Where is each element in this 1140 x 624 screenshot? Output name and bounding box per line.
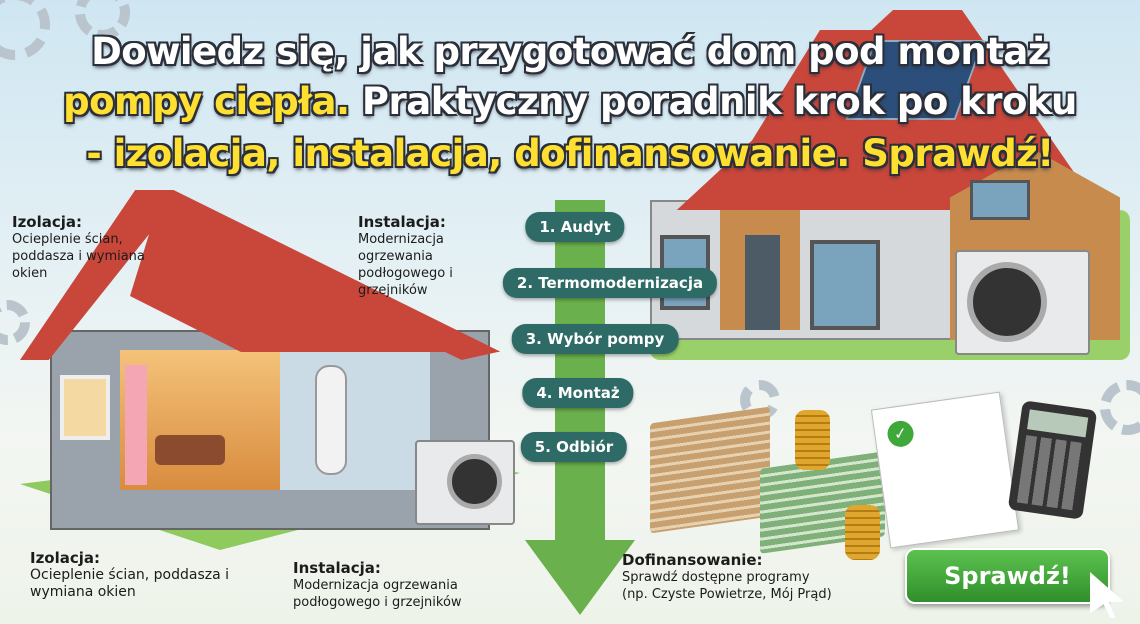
label-izolacja-bottom [30, 550, 270, 601]
heat-pump-unit-icon [415, 440, 515, 525]
label-heading: Instalacja: [358, 213, 446, 231]
label-instalacja-bottom [293, 560, 523, 611]
document-checklist-icon [871, 392, 1019, 549]
headline-line-2 [0, 80, 1140, 123]
label-instalacja-top [358, 214, 478, 299]
money-stack-illustration [650, 407, 770, 534]
step-wybor-pompy: 3. Wybór pompy [512, 324, 679, 354]
label-izolacja-top [12, 214, 182, 282]
step-odbior: 5. Odbiór [521, 432, 627, 462]
headline-line-2-rest: Praktyczny poradnik krok po kroku [349, 80, 1077, 123]
step-montaz: 4. Montaż [522, 378, 633, 408]
label-text: Modernizacja ogrzewania podłogowego i grzejników [293, 578, 462, 610]
headline-line-3: - izolacja, instalacja, dofinansowanie. Sprawdź! [86, 132, 1054, 175]
step-audyt: 1. Audyt [525, 212, 624, 242]
coins-icon [795, 410, 830, 470]
label-dofinansowanie [622, 552, 902, 603]
calculator-icon [1008, 400, 1098, 519]
label-heading: Izolacja: [30, 549, 101, 567]
label-text: Sprawdź dostępne programy [622, 570, 810, 585]
headline-highlight: pompy ciepła. [63, 80, 350, 123]
label-heading: Dofinansowanie: [622, 551, 763, 569]
label-text: Ocieplenie ścian, poddasza i wymiana okien [30, 567, 230, 600]
flow-arrow-head [525, 540, 635, 615]
label-text: Ocieplenie ścian, poddasza i wymiana okien [12, 232, 145, 281]
flow-arrow [555, 200, 605, 545]
step-termomodernizacja: 2. Termomodernizacja [503, 268, 717, 298]
label-note: (np. Czyste Powietrze, Mój Prąd) [622, 587, 832, 602]
label-heading: Instalacja: [293, 559, 381, 577]
label-text: Modernizacja ogrzewania podłogowego i grzejników [358, 232, 453, 298]
label-heading: Izolacja: [12, 213, 83, 231]
gear-icon [1100, 380, 1140, 435]
sprawdz-button-label: Sprawdź! [944, 562, 1071, 590]
sprawdz-button[interactable] [905, 548, 1110, 604]
heat-pump-unit-icon [955, 250, 1090, 355]
check-icon: ✓ [886, 419, 915, 448]
headline-line-1: Dowiedz się, jak przygotować dom pod montaż [91, 30, 1049, 73]
